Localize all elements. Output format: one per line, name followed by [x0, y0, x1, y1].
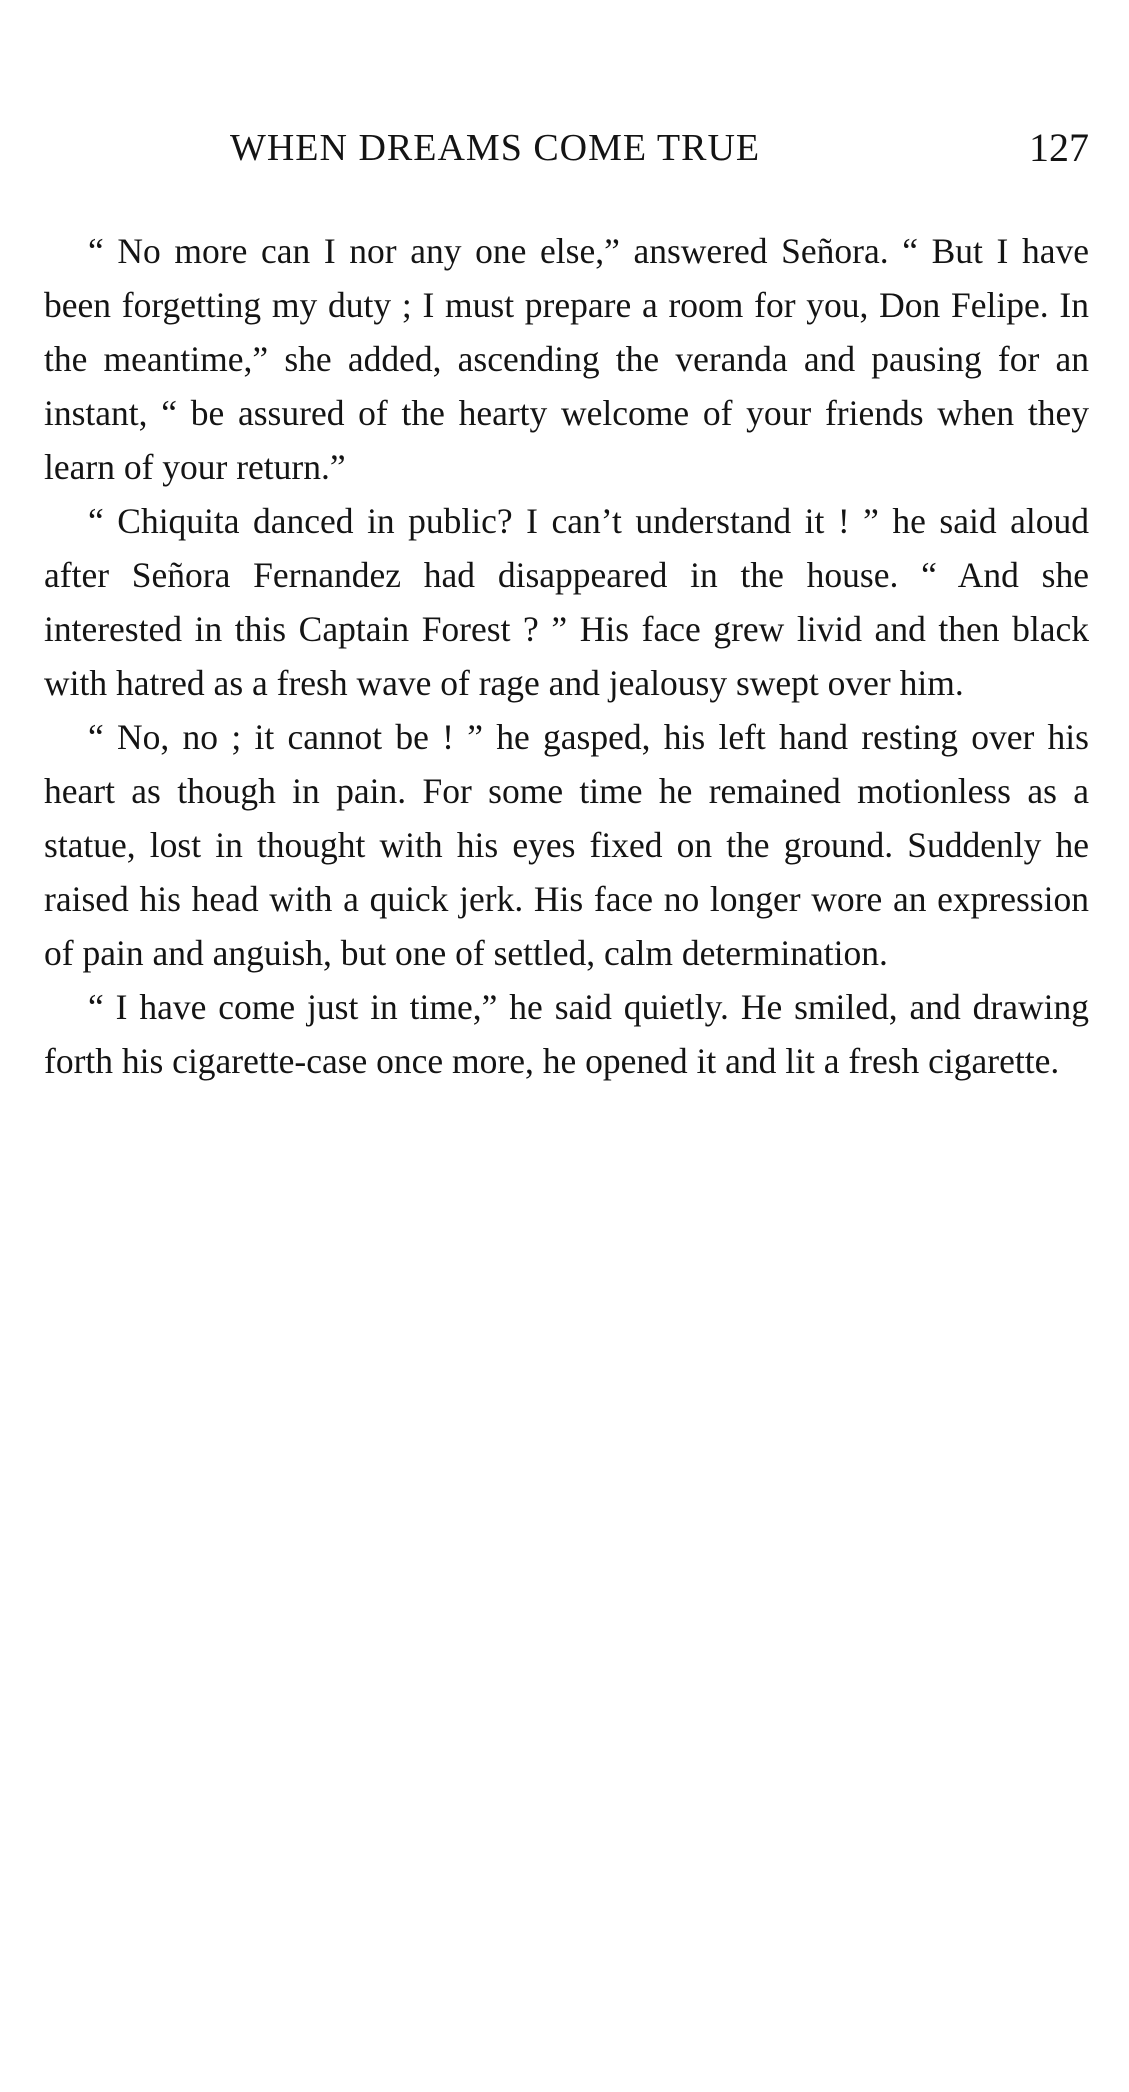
text-body: [44, 224, 1089, 1088]
paragraph-4: “ I have come just in time,” he said quietly. He smiled, and drawing forth his cigarette-case once more, he opened it and lit a fresh cigarette.: [44, 987, 1089, 1081]
paragraph-1: “ No more can I nor any one else,” answered Señora. “ But I have been forgetting my duty ; I must prepare a room for you, Don Felipe. In the meantime,” she added, ascending the veranda and pausing for an instant, “ be assured of the hearty welcome of your friends when they learn of your return.”: [44, 231, 1089, 487]
running-title: WHEN DREAMS COME TRUE: [230, 127, 761, 169]
paragraph-2: “ Chiquita danced in public? I can’t understand it ! ” he said aloud after Señora Fernandez had disappeared in the house. “ And she interested in this Captain Forest ? ” His face grew livid and then black with hatred as a fresh wave of rage and jealousy swept over him.: [44, 501, 1089, 703]
paragraph-3: “ No, no ; it cannot be ! ” he gasped, his left hand resting over his heart as though in pain. For some time he remained motionless as a statue, lost in thought with his eyes fixed on the ground. Suddenly he raised his head with a quick jerk. His face no longer wore an expression of pain and anguish, but one of settled, calm determination.: [44, 717, 1089, 973]
page-number: 127: [1029, 125, 1089, 170]
running-head: [44, 118, 1089, 178]
